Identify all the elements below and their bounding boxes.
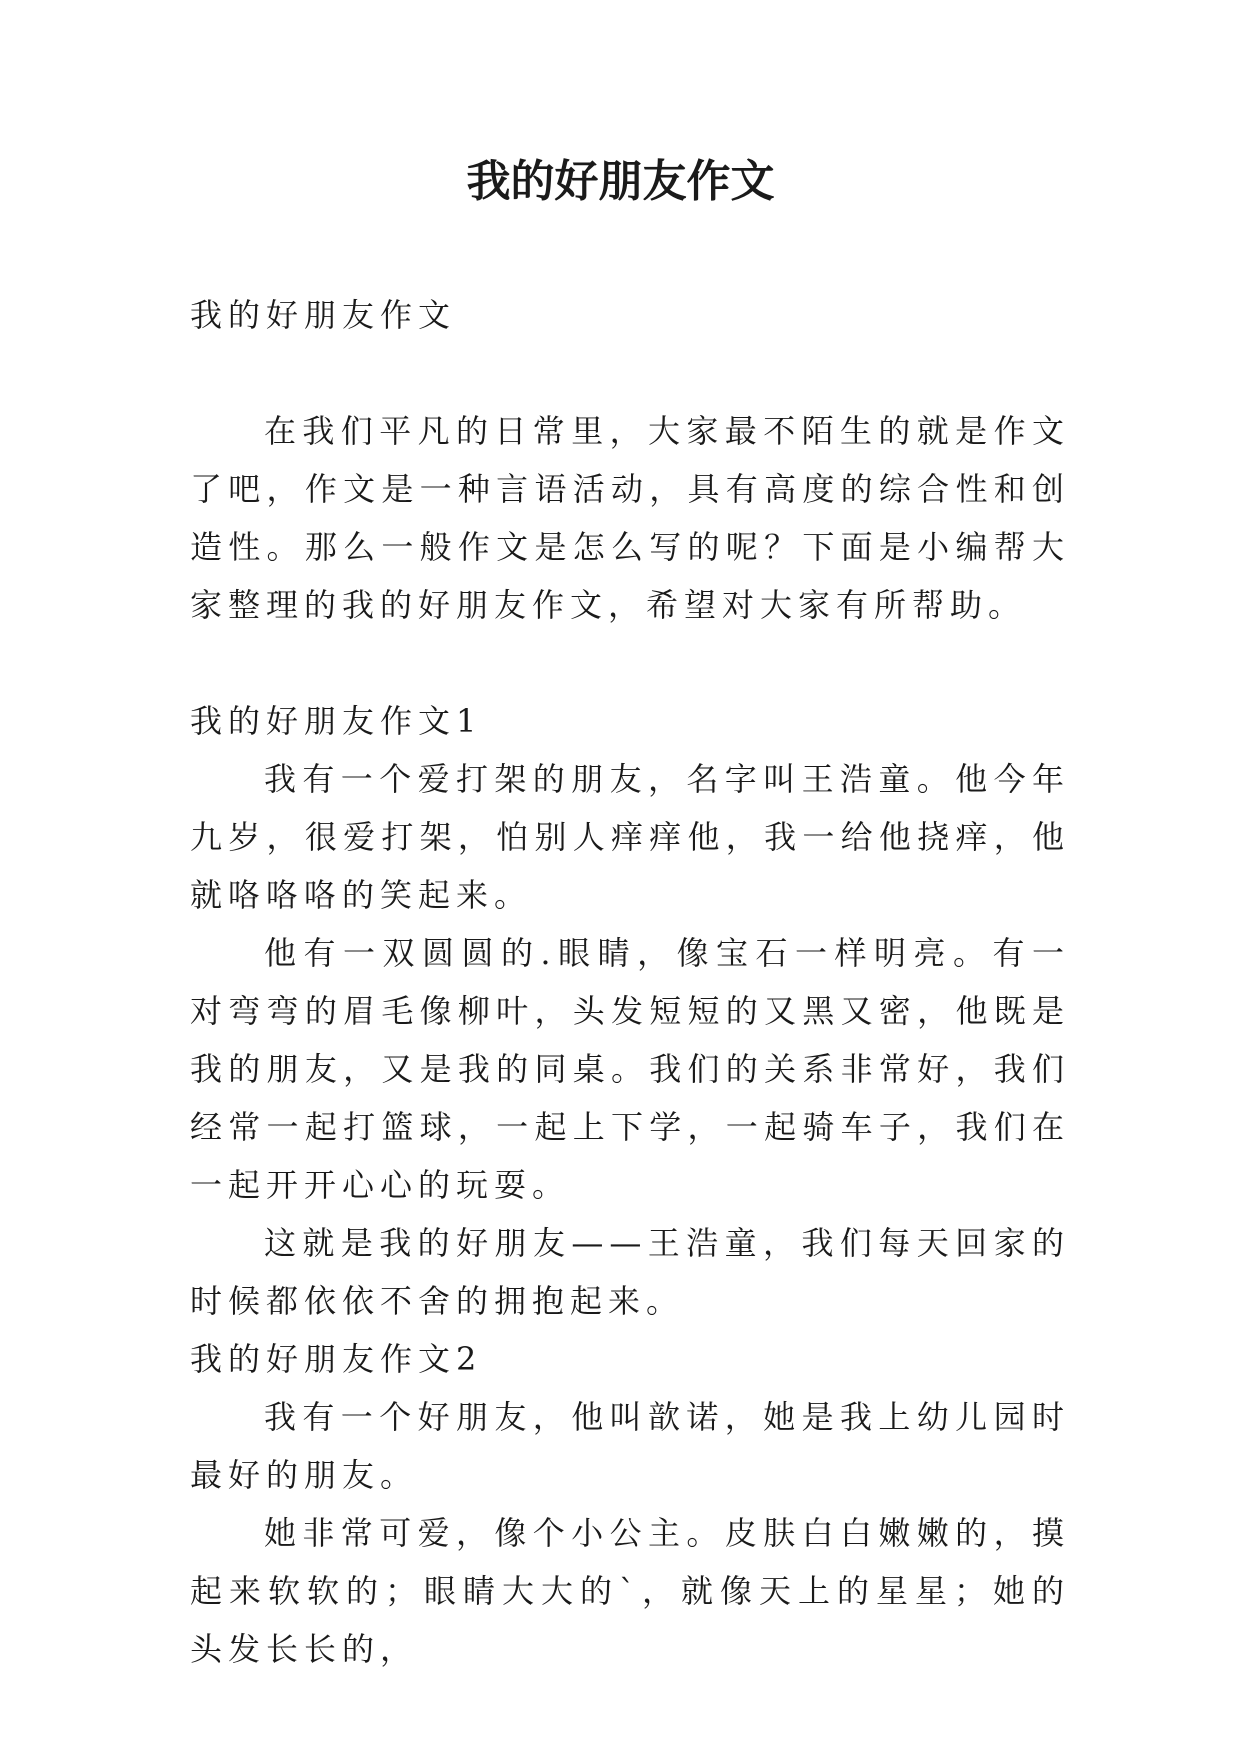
essay1-paragraph-3: 这就是我的好朋友——王浩童，我们每天回家的时候都依依不舍的拥抱起来。 <box>190 1224 1070 1320</box>
document-title: 我的好朋友作文 <box>466 156 775 207</box>
spacer <box>190 344 1070 402</box>
document-body <box>190 286 1070 1678</box>
subtitle-line: 我的好朋友作文 <box>190 296 457 334</box>
section-heading-1: 我的好朋友作文1 <box>190 702 483 740</box>
essay2-paragraph-2: 她非常可爱，像个小公主。皮肤白白嫩嫩的，摸起来软软的；眼睛大大的`，就像天上的星星；她的头发长长的， <box>190 1514 1070 1668</box>
spacer <box>190 634 1070 692</box>
section-heading-2: 我的好朋友作文2 <box>190 1340 483 1378</box>
essay1-paragraph-1: 我有一个爱打架的朋友，名字叫王浩童。他今年九岁，很爱打架，怕别人痒痒他，我一给他挠痒，他就咯咯咯的笑起来。 <box>190 760 1070 914</box>
essay2-paragraph-1: 我有一个好朋友，他叫歆诺，她是我上幼儿园时最好的朋友。 <box>190 1398 1070 1494</box>
intro-paragraph: 在我们平凡的日常里，大家最不陌生的就是作文了吧，作文是一种言语活动，具有高度的综合性和创造性。那么一般作文是怎么写的呢？下面是小编帮大家整理的我的好朋友作文，希望对大家有所帮助。 <box>190 412 1070 624</box>
essay1-paragraph-2: 他有一双圆圆的.眼睛，像宝石一样明亮。有一对弯弯的眉毛像柳叶，头发短短的又黑又密，他既是我的朋友，又是我的同桌。我们的关系非常好，我们经常一起打篮球，一起上下学，一起骑车子，我们在一起开开心心的玩耍。 <box>190 934 1070 1204</box>
